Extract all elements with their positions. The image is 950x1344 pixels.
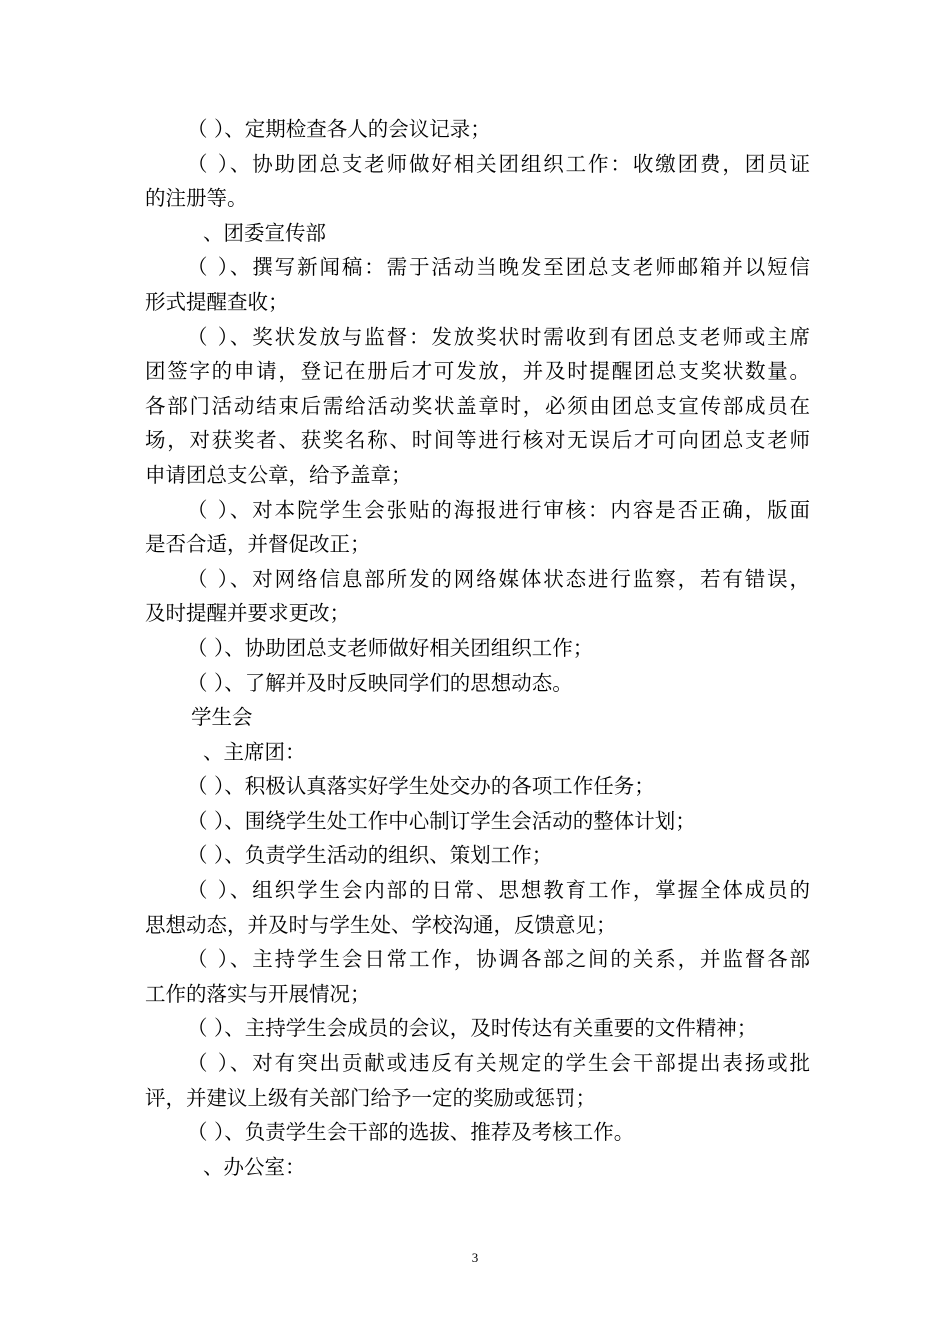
text-line: （ ）、组织学生会内部的日常、思想教育工作，掌握全体成员的 xyxy=(187,878,810,903)
section-heading: 、主席团： xyxy=(203,739,306,764)
text-line: 是否合适，并督促改正； xyxy=(145,532,371,557)
text-line: 的注册等。 xyxy=(145,186,248,211)
text-line: （ ）、对有突出贡献或违反有关规定的学生会干部提出表扬或批 xyxy=(187,1051,810,1076)
text-line: （ ）、围绕学生处工作中心制订学生会活动的整体计划； xyxy=(187,808,696,833)
text-line: （ ）、撰写新闻稿：需于活动当晚发至团总支老师邮箱并以短信 xyxy=(187,255,810,280)
text-line: （ ）、主持学生会日常工作，协调各部之间的关系，并监督各部 xyxy=(187,947,810,972)
text-line: （ ）、对网络信息部所发的网络媒体状态进行监察，若有错误， xyxy=(187,566,810,591)
text-line: 团签字的申请，登记在册后才可发放，并及时提醒团总支奖状数量。 xyxy=(145,359,810,384)
body-text xyxy=(145,112,810,1184)
text-line: （ ）、对本院学生会张贴的海报进行审核：内容是否正确，版面 xyxy=(187,497,810,522)
text-line: 工作的落实与开展情况； xyxy=(145,981,371,1006)
text-line: 及时提醒并要求更改； xyxy=(145,601,350,626)
section-heading: 学生会 xyxy=(191,705,253,730)
text-line: 场，对获奖者、获奖名称、时间等进行核对无误后才可向团总支老师 xyxy=(145,428,810,453)
text-line: 各部门活动结束后需给活动奖状盖章时，必须由团总支宣传部成员在 xyxy=(145,393,810,418)
text-line: （ ）、协助团总支老师做好相关团组织工作； xyxy=(187,635,594,660)
text-line: （ ）、定期检查各人的会议记录； xyxy=(187,117,491,141)
text-line: 思想动态，并及时与学生处、学校沟通，反馈意见； xyxy=(145,912,617,937)
text-line: （ ）、积极认真落实好学生处交办的各项工作任务； xyxy=(187,774,655,799)
text-line: 申请团总支公章，给予盖章； xyxy=(145,462,412,487)
text-line: 形式提醒查收； xyxy=(145,289,289,314)
text-line: （ ）、协助团总支老师做好相关团组织工作：收缴团费，团员证 xyxy=(187,151,810,176)
section-heading: 、团委宣传部 xyxy=(203,220,326,245)
text-line: （ ）、负责学生活动的组织、策划工作； xyxy=(187,843,553,868)
text-line: 评，并建议上级有关部门给予一定的奖励或惩罚； xyxy=(145,1085,596,1110)
text-line: （ ）、负责学生会干部的选拔、推荐及考核工作。 xyxy=(187,1120,635,1145)
text-line: （ ）、了解并及时反映同学们的思想动态。 xyxy=(187,670,573,695)
page-number: 3 xyxy=(471,1250,479,1265)
text-line: （ ）、主持学生会成员的会议，及时传达有关重要的文件精神； xyxy=(187,1016,758,1041)
section-heading: 、办公室： xyxy=(203,1154,306,1179)
text-line: （ ）、奖状发放与监督：发放奖状时需收到有团总支老师或主席 xyxy=(187,324,810,349)
